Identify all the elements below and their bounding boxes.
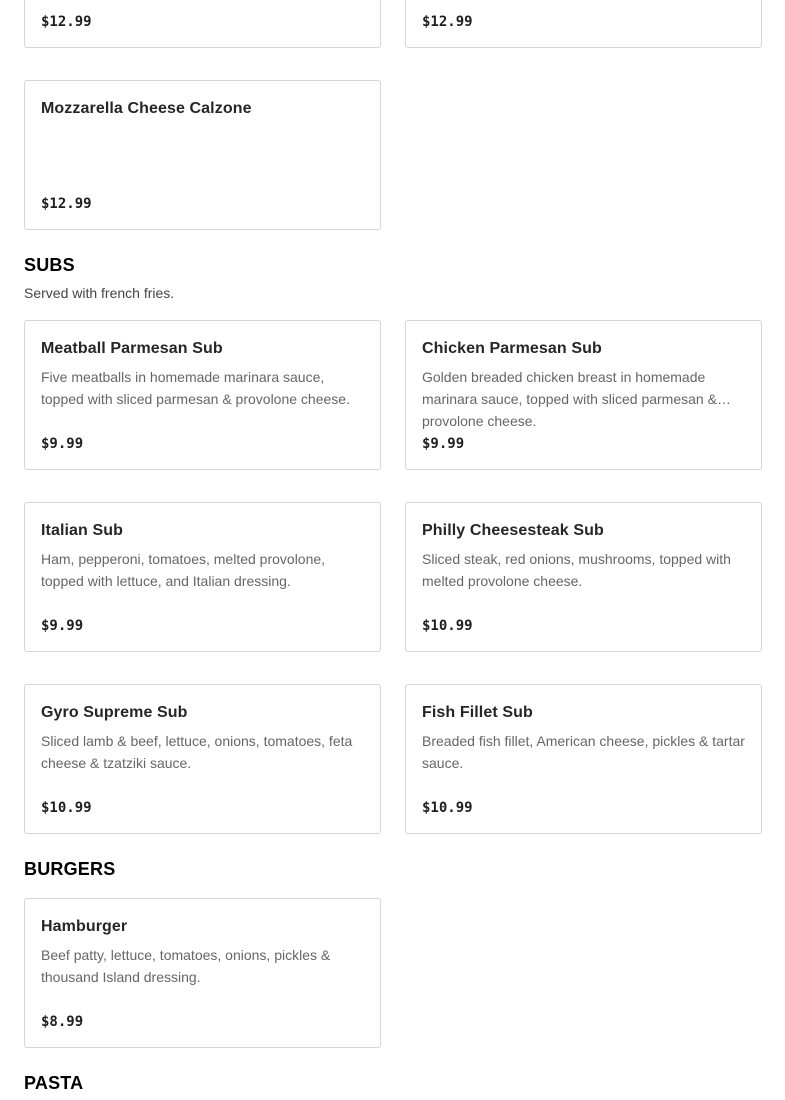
menu-item-card[interactable] (24, 898, 381, 1048)
menu-item-card[interactable] (405, 0, 762, 48)
item-description: Breaded fish fillet, American cheese, pickles & tartar sauce. (422, 733, 745, 771)
section-title-subs: SUBS (24, 255, 75, 275)
menu-item-card[interactable] (405, 502, 762, 652)
menu-item-card[interactable] (24, 80, 381, 230)
item-description: Golden breaded chicken breast in homemade marinara sauce, topped with sliced parmesan & provolone cheese. (422, 369, 717, 429)
item-description: Sliced steak, red onions, mushrooms, topped with melted provolone cheese. (422, 551, 731, 589)
item-price: $10.99 (422, 800, 473, 816)
item-description: Five meatballs in homemade marinara sauce, topped with sliced parmesan & provolone cheese. (41, 369, 350, 407)
item-name: Gyro Supreme Sub (41, 704, 188, 721)
item-description: Beef patty, lettuce, tomatoes, onions, pickles & thousand Island dressing. (41, 947, 331, 985)
menu-item-card[interactable] (405, 320, 762, 470)
item-price: $10.99 (422, 618, 473, 634)
section-subtitle-subs: Served with french fries. (24, 285, 175, 301)
item-name: Meatball Parmesan Sub (41, 340, 223, 357)
item-price: $10.99 (41, 800, 92, 816)
item-description: Sliced lamb & beef, lettuce, onions, tomatoes, feta cheese & tzatziki sauce. (41, 733, 353, 771)
menu-item-card[interactable] (405, 684, 762, 834)
item-name: Mozzarella Cheese Calzone (41, 100, 252, 117)
item-name: Chicken Parmesan Sub (422, 340, 602, 357)
menu-item-card[interactable] (24, 320, 381, 470)
item-price: $9.99 (41, 618, 84, 634)
item-price: $8.99 (41, 1014, 84, 1030)
item-description: Ham, pepperoni, tomatoes, melted provolone, topped with lettuce, and Italian dressing. (41, 551, 326, 589)
item-price: $12.99 (41, 196, 92, 212)
section-title-pasta: PASTA (24, 1073, 84, 1093)
menu-item-card[interactable] (24, 684, 381, 834)
item-name: Philly Cheesesteak Sub (422, 522, 604, 539)
menu-item-card[interactable] (24, 0, 381, 48)
menu-item-card[interactable] (24, 502, 381, 652)
item-price: $9.99 (422, 436, 465, 452)
item-name: Italian Sub (41, 522, 123, 539)
item-price: $12.99 (41, 14, 92, 30)
item-name: Fish Fillet Sub (422, 704, 533, 721)
section-title-burgers: BURGERS (24, 859, 116, 879)
item-name: Hamburger (41, 918, 128, 935)
item-price: $12.99 (422, 14, 473, 30)
item-price: $9.99 (41, 436, 84, 452)
